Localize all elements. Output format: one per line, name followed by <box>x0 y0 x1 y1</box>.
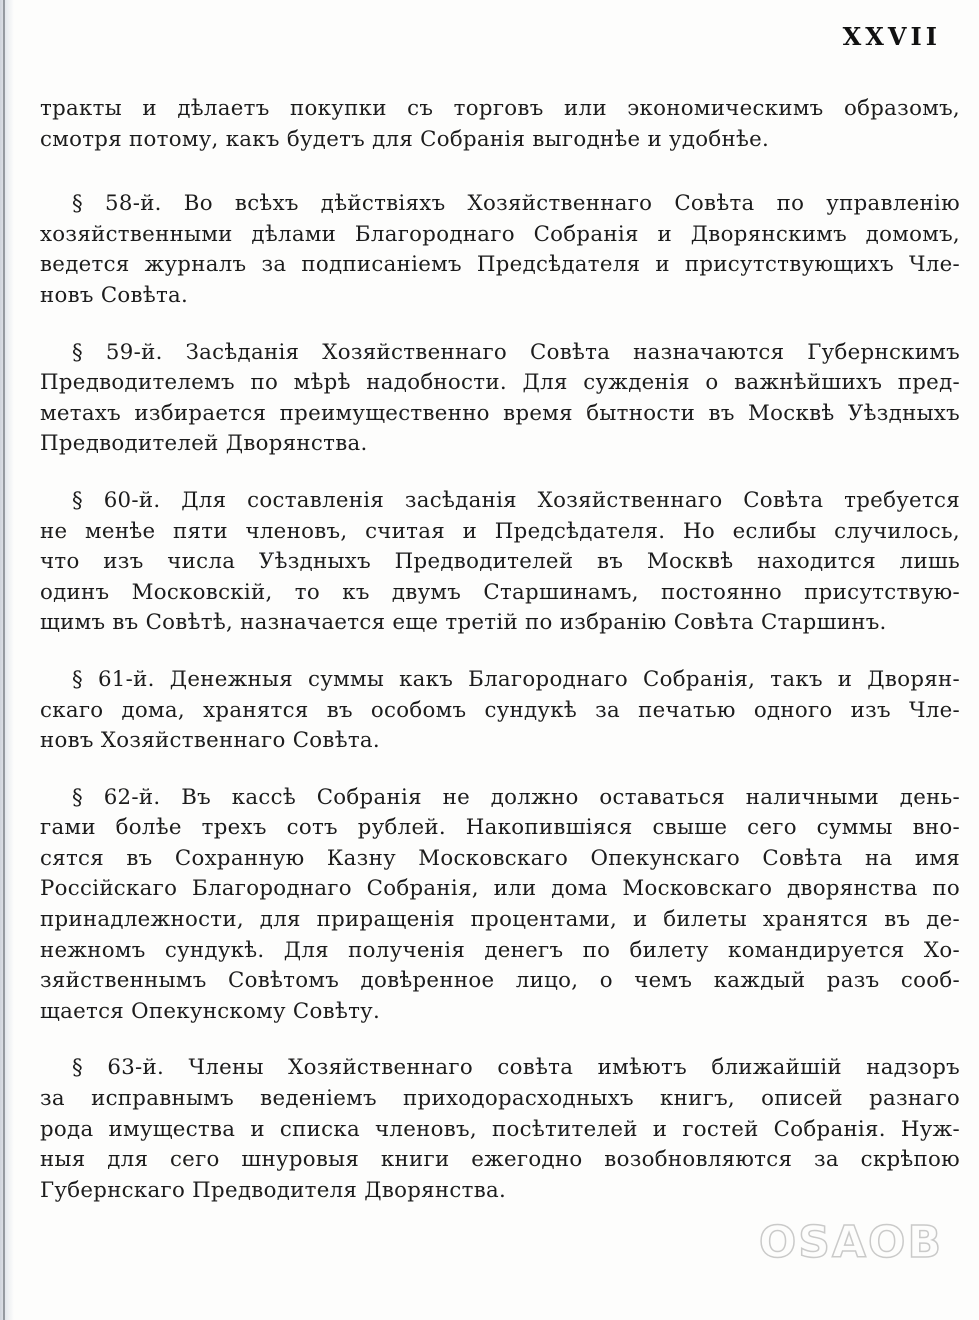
watermark: OSAOB <box>758 1217 943 1268</box>
text-line: гами болѣе трехъ сотъ рублей. Накопившіяся свыше сего суммы вно- <box>40 815 960 841</box>
text-line: одинъ Московскій, то къ двумъ Старшинамъ, постоянно присутствую- <box>40 579 960 605</box>
text-line: Россійскаго Благороднаго Собранія, или дома Московскаго дворянства по <box>40 876 960 902</box>
text-line: смотря потому, какъ будетъ для Собранія выгоднѣе и удобнѣе. <box>40 126 770 152</box>
text-line: § 59-й. Засѣданія Хозяйственнаго Совѣта назначаются Губернскимъ <box>72 339 960 365</box>
text-line: принадлежности, для приращенія процентами, и билеты хранятся въ де- <box>40 907 960 933</box>
text-line: Губернскаго Предводителя Дворянства. <box>40 1177 507 1203</box>
text-line: ныя для сего шнуровыя книги ежегодно возобновляются за скрѣпою <box>40 1147 960 1173</box>
paragraph-section-63 <box>40 1053 960 1206</box>
text-line: тракты и дѣлаетъ покупки съ торговъ или экономическимъ образомъ, <box>40 96 960 121</box>
text-line: зяйственнымъ Совѣтомъ довѣренное лицо, о чемъ каждый разъ сооб- <box>40 968 960 994</box>
text-line: не менѣе пяти членовъ, считая и Предсѣдателя. Но еслибы случилось, <box>40 518 960 544</box>
text-line: сятся въ Сохранную Казну Московскаго Опекунскаго Совѣта на имя <box>40 845 960 871</box>
text-line: ведется журналъ за подписаніемъ Предсѣдателя и присутствующихъ Чле- <box>40 252 960 278</box>
text-line: новъ Совѣта. <box>40 282 189 308</box>
paragraph-section-60 <box>40 486 960 639</box>
paragraph-section-58 <box>40 189 960 311</box>
text-line: щимъ въ Совѣтѣ, назначается еще третій по избранію Совѣта Старшинъ. <box>40 610 887 636</box>
text-line: § 63-й. Члены Хозяйственнаго совѣта имѣютъ ближайшій надзоръ <box>72 1055 960 1081</box>
text-line: метахъ избирается преимущественно время бытности въ Москвѣ Уѣздныхъ <box>40 400 960 426</box>
text-line: нежномъ сундукѣ. Для полученія денегъ по билету командируется Хо- <box>40 937 960 963</box>
page-number: XXVII <box>842 22 941 51</box>
text-line: за исправнымъ веденіемъ приходорасходныхъ книгъ, описей разнаго <box>40 1086 960 1112</box>
text-line: хозяйственными дѣлами Благороднаго Собранія и Дворянскимъ домомъ, <box>40 221 960 247</box>
text-line: щается Опекунскому Совѣту. <box>40 998 381 1024</box>
text-line: что изъ числа Уѣздныхъ Предводителей въ Москвѣ находится лишь <box>40 549 960 575</box>
text-line: § 61-й. Денежныя суммы какъ Благороднаго Собранія, такъ и Дворян- <box>72 666 960 692</box>
paragraph-continuation <box>40 94 960 155</box>
paragraph-section-59 <box>40 338 960 460</box>
text-line: новъ Хозяйственнаго Совѣта. <box>40 728 380 754</box>
paragraph-section-62 <box>40 783 960 1028</box>
text-line: § 62-й. Въ кассѣ Собранія не должно оставаться наличными день- <box>72 784 960 810</box>
text-line: Предводителемъ по мѣрѣ надобности. Для сужденія о важнѣйшихъ пред- <box>40 370 960 396</box>
paragraph-section-61 <box>40 665 960 757</box>
text-line: скаго дома, хранятся въ особомъ сундукѣ за печатью одного изъ Чле- <box>40 697 960 723</box>
text-line: § 60-й. Для составленія засѣданія Хозяйственнаго Совѣта требуется <box>72 487 960 513</box>
scan-edge-line <box>3 0 5 1320</box>
text-line: Предводителей Дворянства. <box>40 431 368 457</box>
text-line: § 58-й. Во всѣхъ дѣйствіяхъ Хозяйственнаго Совѣта по управленію <box>72 191 960 217</box>
text-line: рода имущества и списка членовъ, посѣтителей и гостей Собранія. Нуж- <box>40 1116 960 1142</box>
body-text <box>40 94 960 1232</box>
